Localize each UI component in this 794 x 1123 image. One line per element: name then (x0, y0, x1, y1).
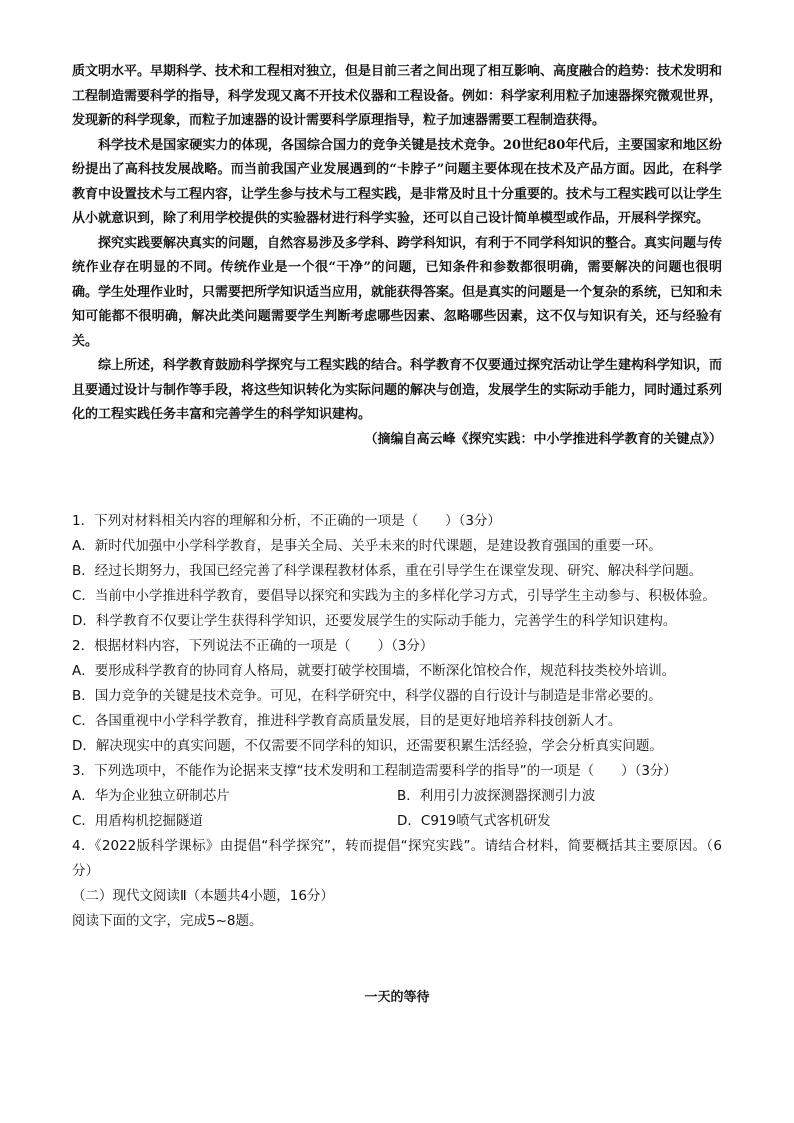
question-4-stem: 4．《2022版科学课标》由提倡“科学探究”，转而提倡“探究实践”。请结合材料，简要概括其主要原因。（6分） (72, 838, 722, 879)
question-3-options-row-2 (72, 809, 722, 834)
question-3-option-b: B．利用引力波探测器探测引力波 (397, 788, 596, 804)
passage-paragraph-2: 科学技术是国家硬实力的体现，各国综合国力的竞争关键是技术竞争。20世纪80年代后，主要国家和地区纷纷提出了高科技发展战略。而当前我国产业发展遇到的“卡脖子”问题主要体现在技术及产品方面。因此，在科学教育中设置技术与工程内容，让学生参与技术与工程实践，是非常及时且十分重要的。技术与工程实践可以让学生从小就意识到，除了利用学校提供的实验器材进行科学实验，还可以自己设计简单模型或作品，开展科学探究。 (72, 137, 723, 226)
question-3-option-c: C．用盾构机挖掘隧道 (72, 813, 203, 829)
question-2-option-a: A．要形成科学教育的协同育人格局，就要打破学校围墙，不断深化馆校合作，规范科技类校外培训。 (72, 663, 676, 679)
question-1-option-a: A．新时代加强中小学科学教育，是事关全局、关乎未来的时代课题，是建设教育强国的重要一环。 (72, 538, 662, 554)
section-2-instruction: 阅读下面的文字，完成5~8题。 (72, 913, 263, 929)
question-1-option-d: D．科学教育不仅要让学生获得科学知识，还要发展学生的实际动手能力，完善学生的科学知识建构。 (72, 613, 677, 629)
question-3-option-d: D．C919喷气式客机研发 (397, 813, 551, 829)
question-1-option-c: C．当前中小学推进科学教育，要倡导以探究和实践为主的多样化学习方式，引导学生主动参与、积极体验。 (72, 588, 716, 604)
question-1-option-b: B．经过长期努力，我国已经完善了科学课程教材体系，重在引导学生在课堂发现、研究、解决科学问题。 (72, 563, 703, 579)
passage-paragraph-3: 探究实践要解决真实的问题，自然容易涉及多学科、跨学科知识，有利于不同学科知识的整合。真实问题与传统作业存在明显的不同。传统作业是一个很“干净”的问题，已知条件和参数都很明确，需要解决的问题也很明确。学生处理作业时，只需要把所学知识适当应用，就能获得答案。但是真实的问题是一个复杂的系统，已知和未知可能都不很明确，解决此类问题需要学生判断考虑哪些因素、忽略哪些因素，这不仅与知识有关，还与经验有关。 (72, 235, 723, 349)
reading-passage (72, 60, 722, 452)
question-1-stem: 1．下列对材料相关内容的理解和分析，不正确的一项是（ ）（3分） (72, 513, 501, 529)
passage-paragraph-continued: 质文明水平。早期科学、技术和工程相对独立，但是目前三者之间出现了相互影响、高度融合的趋势：技术发明和工程制造需要科学的指导，科学发现又离不开技术仪器和工程设备。例如：科学家利用粒子加速器探究微观世界，发现新的科学现象，而粒子加速器的设计需要科学原理指导，粒子加速器需要工程制造获得。 (72, 64, 723, 128)
question-2-stem: 2．根据材料内容，下列说法不正确的一项是（ ）（3分） (72, 638, 434, 654)
question-3-stem: 3．下列选项中，不能作为论据来支撑“技术发明和工程制造需要科学的指导”的一项是（ ）（3分） (72, 763, 677, 779)
question-2-option-d: D．解决现实中的真实问题，不仅需要不同学科的知识，还需要积累生活经验，学会分析真实问题。 (72, 738, 663, 754)
question-3-options-row-1 (72, 784, 722, 809)
story-title: 一天的等待 (364, 990, 430, 1005)
question-2-option-c: C．各国重视中小学科学教育，推进科学教育高质量发展，目的是更好地培养科技创新人才。 (72, 713, 622, 729)
questions-section (72, 509, 722, 934)
question-3-option-a: A．华为企业独立研制芯片 (72, 788, 230, 804)
section-2-heading: （二）现代文阅读Ⅱ（本题共4小题，16分） (72, 888, 334, 904)
question-2-option-b: B．国力竞争的关键是技术竞争。可见，在科学研究中，科学仪器的自行设计与制造是非常必要的。 (72, 688, 662, 704)
passage-paragraph-4: 综上所述，科学教育鼓励科学探究与工程实践的结合。科学教育不仅要通过探究活动让学生建构科学知识，而且要通过设计与制作等手段，将这些知识转化为实际问题的解决与创造，发展学生的实际动手能力，同时通过系列化的工程实践任务丰富和完善学生的科学知识建构。 (72, 358, 723, 422)
passage-source: （摘编自高云峰《探究实践：中小学推进科学教育的关键点》） (364, 431, 722, 447)
